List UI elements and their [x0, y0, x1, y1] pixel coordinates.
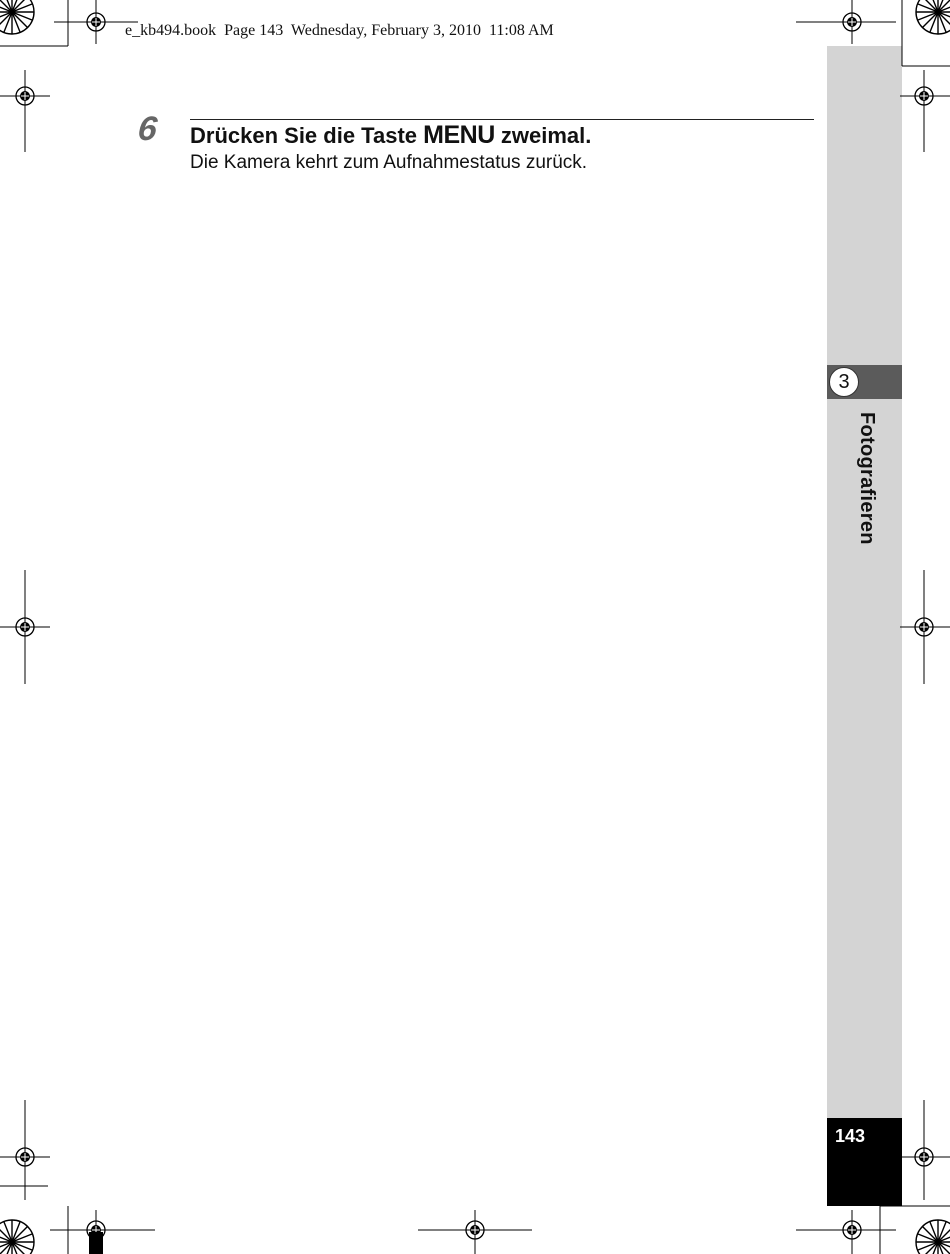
chapter-number: 3	[829, 367, 859, 397]
step-heading-text-before: Drücken Sie die Taste	[190, 123, 424, 148]
step-number: 6	[136, 110, 159, 148]
chapter-title: Fotografieren	[856, 412, 878, 545]
print-header: e_kb494.book Page 143 Wednesday, February 3, 2010 11:08 AM	[125, 22, 554, 39]
menu-key-label: MENU	[423, 121, 495, 149]
step-heading-text-after: zweimal.	[494, 123, 592, 148]
step-description: Die Kamera kehrt zum Aufnahmestatus zurück.	[190, 152, 588, 173]
page-number: 143	[835, 1126, 866, 1146]
